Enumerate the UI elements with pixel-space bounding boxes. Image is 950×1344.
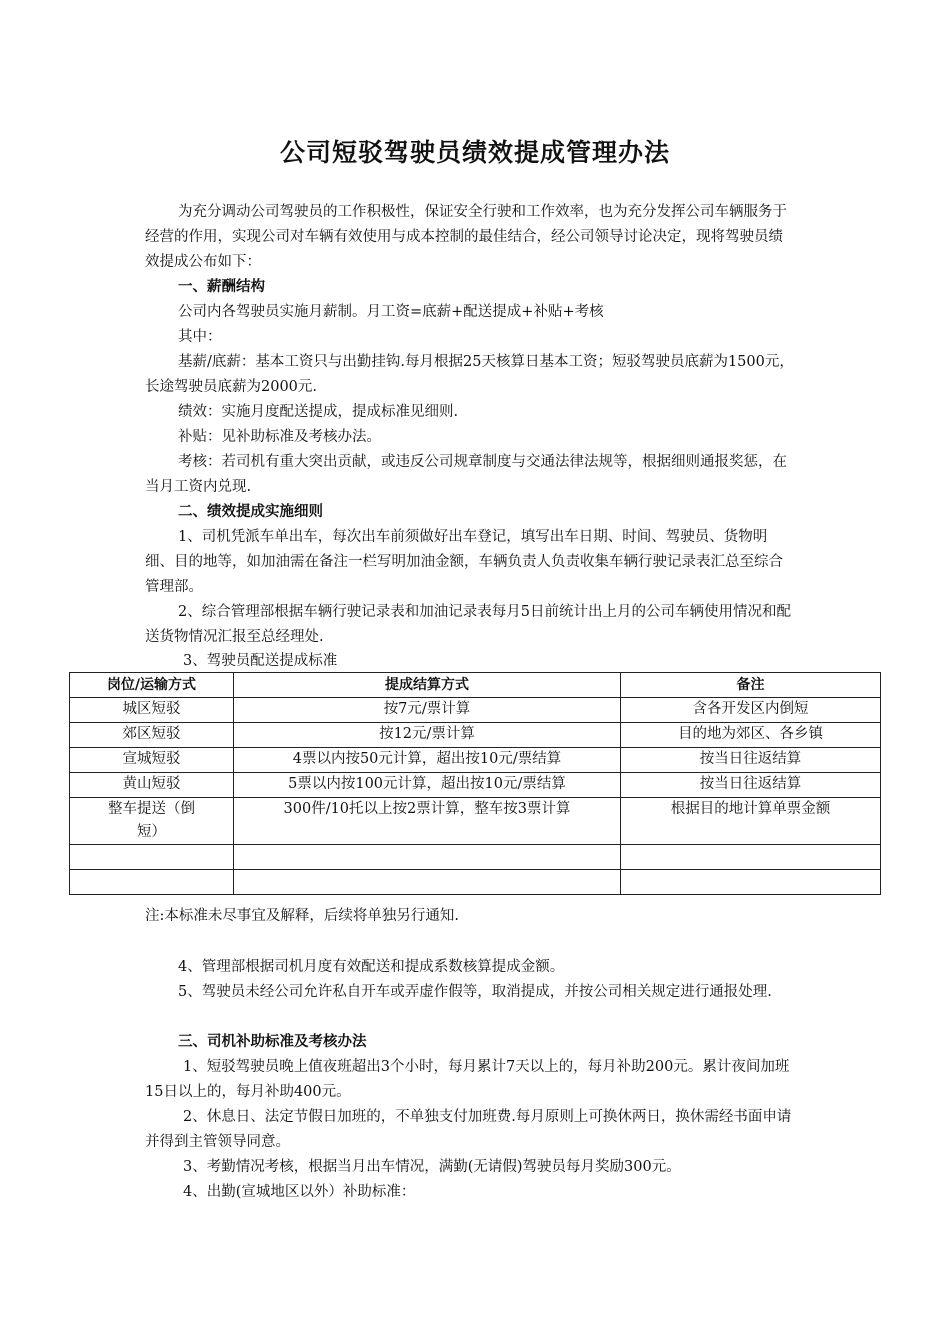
s2-paragraph-3: 3、驾驶员配送提成标准 [183,653,338,669]
commission-standard-table [69,672,881,895]
table-row [70,698,881,723]
s2-paragraph-5: 5、驾驶员未经公司允许私自开车或弄虚作假等，取消提成，并按公司相关规定进行通报处理. [178,984,772,1000]
table-cell [621,870,881,895]
table-header-cell: 备注 [621,673,881,698]
intro-paragraph: 为充分调动公司驾驶员的工作积极性，保证安全行驶和工作效率，也为充分发挥公司车辆服务于经营的作用，实现公司对车辆有效使用与成本控制的最佳结合，经公司领导讨论决定，现将驾驶员绩效提成公布如下： [145,204,787,270]
table-row [70,748,881,773]
section-2-heading: 二、绩效提成实施细则 [178,504,323,520]
table-row-empty [70,845,881,870]
table-header-row [70,673,881,698]
table-cell [234,845,621,870]
table-cell: 按12元/票计算 [234,723,621,748]
table-cell: 按7元/票计算 [234,698,621,723]
table-row-empty [70,870,881,895]
s1-paragraph-4: 绩效：实施月度配送提成，提成标准见细则. [178,404,459,420]
table-row [70,773,881,798]
s3-paragraph-1: 1、短驳驾驶员晚上值夜班超出3个小时，每月累计7天以上的，每月补助200元。累计夜间加班15日以上的，每月补助400元。 [145,1059,790,1100]
s1-paragraph-5: 补贴：见补助标准及考核办法。 [178,429,381,445]
table-header-cell: 岗位/运输方式 [70,673,234,698]
s2-paragraph-4: 4、管理部根据司机月度有效配送和提成系数核算提成金额。 [178,959,565,975]
table-cell: 4票以内按50元计算，超出按10元/票结算 [234,748,621,773]
s1-paragraph-2: 其中： [178,329,222,345]
table-cell: 根据目的地计算单票金额 [621,798,881,845]
table-cell: 300件/10托以上按2票计算，整车按3票计算 [234,798,621,845]
section-3-heading: 三、司机补助标准及考核办法 [178,1034,367,1050]
table-cell [234,870,621,895]
s3-paragraph-3: 3、考勤情况考核，根据当月出车情况，满勤(无请假)驾驶员每月奖励300元。 [183,1159,681,1175]
s3-paragraph-2: 2、休息日、法定节假日加班的，不单独支付加班费.每月原则上可换休两日，换休需经书面申请并得到主管领导同意。 [145,1109,792,1150]
table-cell [70,798,234,845]
table-cell [70,870,234,895]
table-cell: 目的地为郊区、各乡镇 [621,723,881,748]
table-cell-text: 整车提送（倒短） [108,801,195,840]
table-cell: 黄山短驳 [70,773,234,798]
table-note: 注:本标准未尽事宜及解释，后续将单独另行通知. [145,908,459,924]
table-cell: 郊区短驳 [70,723,234,748]
table-header-cell: 提成结算方式 [234,673,621,698]
table-cell: 5票以内按100元计算，超出按10元/票结算 [234,773,621,798]
table-cell: 城区短驳 [70,698,234,723]
table-row [70,798,881,845]
table-cell [621,845,881,870]
s3-paragraph-4: 4、出勤(宣城地区以外）补助标准： [183,1184,416,1200]
table-cell: 宣城短驳 [70,748,234,773]
s1-paragraph-1: 公司内各驾驶员实施月薪制。月工资=底薪+配送提成+补贴+考核 [178,304,604,320]
table-cell: 含各开发区内倒短 [621,698,881,723]
document-title: 公司短驳驾驶员绩效提成管理办法 [279,138,670,167]
s2-paragraph-1: 1、司机凭派车单出车，每次出车前须做好出车登记，填写出车日期、时间、驾驶员、货物明细、目的地等，如加油需在备注一栏写明加油金额，车辆负责人负责收集车辆行驶记录表汇总至综合管理部。 [145,529,783,595]
s2-paragraph-2: 2、综合管理部根据车辆行驶记录表和加油记录表每月5日前统计出上月的公司车辆使用情况和配送货物情况汇报至总经理处. [145,604,791,645]
table-cell: 按当日往返结算 [621,748,881,773]
s1-paragraph-6: 考核：若司机有重大突出贡献，或违反公司规章制度与交通法律法规等，根据细则通报奖惩，在当月工资内兑现. [145,454,787,495]
s1-paragraph-3: 基薪/底薪：基本工资只与出勤挂钩.每月根据25天核算日基本工资；短驳驾驶员底薪为1500元，长途驾驶员底薪为2000元. [145,354,794,395]
table-cell: 按当日往返结算 [621,773,881,798]
table-row [70,723,881,748]
section-1-heading: 一、薪酬结构 [178,279,265,295]
table-cell [70,845,234,870]
